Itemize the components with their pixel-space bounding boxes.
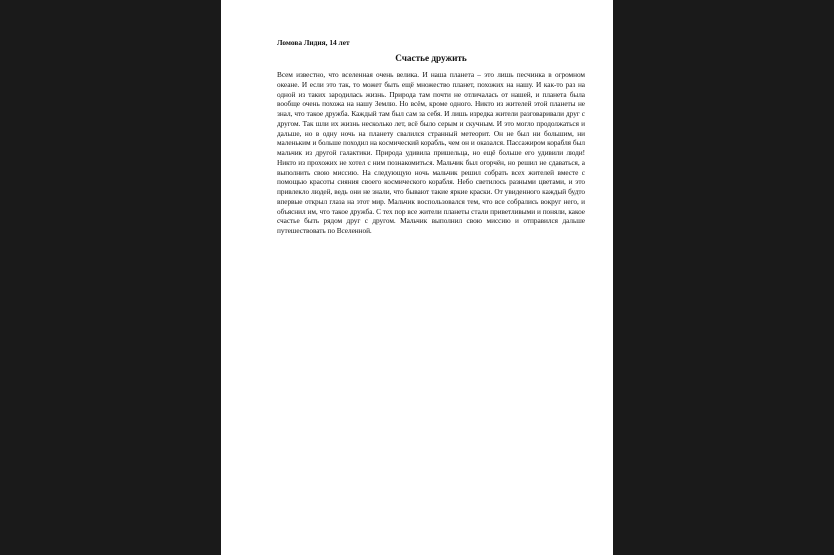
author-line: Ломова Лидия, 14 лет bbox=[277, 38, 350, 47]
document-page bbox=[221, 0, 613, 555]
body-paragraph: Всем известно, что вселенная очень велика. И наша планета – это лишь песчинка в огромном океане. И если это так, то может быть ещё множество планет, похожих на нашу. И как-то раз на одной из таких зародилась жизнь. Природа там почти не отличалась от нашей, и планета была вообще очень похожа на нашу Землю. Но всём, кроме одного. Никто из жителей этой планеты не знал, что такое дружба. Каждый там был сам за себя. И лишь изредка жители разговаривали друг с другом. Так шли их жизнь несколько лет, всё было серым и скучным. И это могло продолжаться и дальше, но в одну ночь на планету свалился странный метеорит. Он не был ни большим, ни маленьким и больше походил на космический корабль, чем он и оказался. Пассажиром корабля был мальчик из другой галактики. Природа удивила пришельца, но ещё больше его удивили люди! Никто из прохожих не хотел с ним познакомиться. Мальчик был огорчён, но решил не сдаваться, а выполнить свою миссию. На следующую ночь мальчик решил собрать всех жителей вместе с помощью красоты сияния своего космического корабля. Небо светилось разными цветами, и это привлекло людей, ведь они не знали, что бывают такие яркие краски. От увиденного каждый будто впервые открыл глаза на этот мир. Мальчик воспользовался тем, что все собрались вокруг него, и объяснил им, что такое дружба. С тех пор все жители планеты стали приветливыми и поняли, какое счастье быть рядом друг с другом. Мальчик выполнил свою миссию и отправился дальше путешествовать по Вселенной. bbox=[277, 70, 585, 235]
document-title: Счастье дружить bbox=[395, 53, 467, 63]
